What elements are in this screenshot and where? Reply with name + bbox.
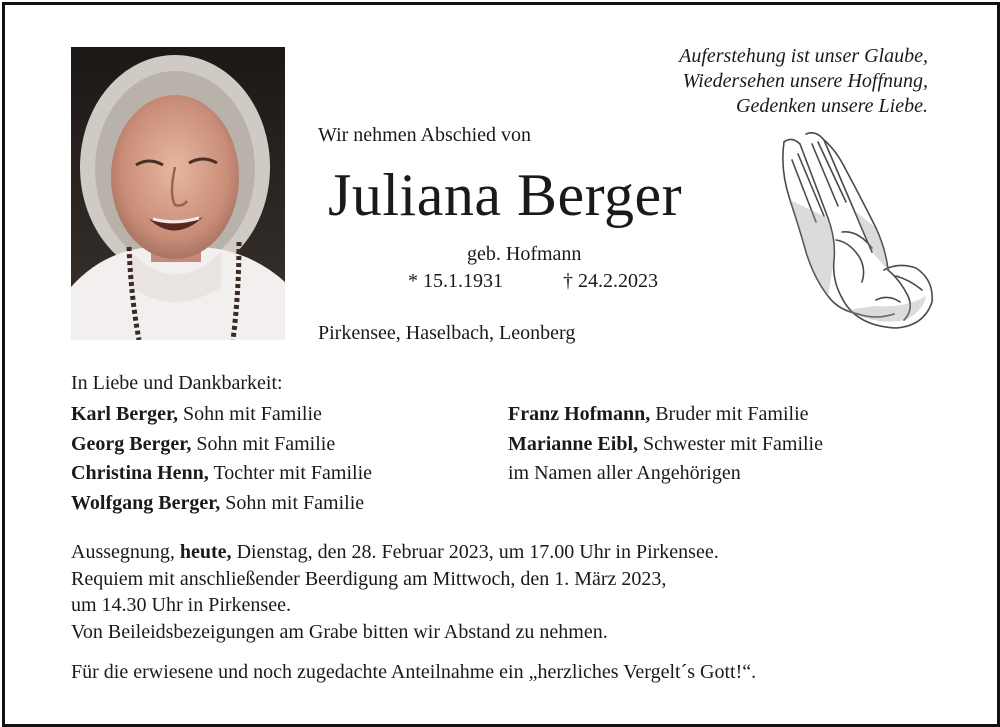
motto-line-1: Auferstehung ist unser Glaube, <box>679 45 928 67</box>
death-date: † 24.2.2023 <box>563 270 658 292</box>
thanks-heading: In Liebe und Dankbarkeit: <box>71 372 283 394</box>
family-entry <box>508 459 823 489</box>
family-member-name: Franz Hofmann, <box>508 403 651 425</box>
family-entry <box>71 430 372 460</box>
family-member-relation: Sohn mit Familie <box>220 491 365 514</box>
service-line-1 <box>71 539 719 566</box>
family-member-relation: Sohn mit Familie <box>191 432 336 455</box>
closing-text: Für die erwiesene und noch zugedachte Anteilnahme ein „herzliches Vergelt´s Gott!“. <box>71 661 757 683</box>
family-member-name: Karl Berger, <box>71 403 179 425</box>
family-member-name: Marianne Eibl, <box>508 432 639 455</box>
family-list-left <box>71 400 372 518</box>
family-member-relation: Tochter mit Familie <box>208 462 373 484</box>
family-member-relation: Bruder mit Familie <box>650 403 809 425</box>
family-entry <box>71 489 372 519</box>
family-entry <box>71 459 372 489</box>
intro-text: Wir nehmen Abschied von <box>318 124 532 146</box>
family-list-right <box>508 400 823 489</box>
portrait-photo <box>71 47 285 340</box>
service-line-1-post: Dienstag, den 28. Februar 2023, um 17.00 Uhr in Pirkensee. <box>231 541 719 563</box>
family-entry <box>508 430 823 460</box>
family-member-name: Wolfgang Berger, <box>71 491 221 514</box>
service-today: heute, <box>179 541 232 563</box>
family-entry <box>71 400 372 430</box>
deceased-name: Juliana Berger <box>328 162 683 228</box>
family-member-name: Georg Berger, <box>71 432 192 455</box>
birth-date: * 15.1.1931 <box>408 270 503 292</box>
family-member-relation: im Namen aller Angehörigen <box>508 462 741 484</box>
family-member-relation: Sohn mit Familie <box>178 403 322 425</box>
maiden-name: geb. Hofmann <box>467 243 582 265</box>
family-member-relation: Schwester mit Familie <box>638 432 823 455</box>
service-line-4: Von Beileidsbezeigungen am Grabe bitten wir Abstand zu nehmen. <box>71 620 608 643</box>
service-details <box>71 539 719 645</box>
places: Pirkensee, Haselbach, Leonberg <box>318 322 576 344</box>
motto-line-3: Gedenken unsere Liebe. <box>736 95 928 117</box>
praying-hands-icon <box>776 130 936 335</box>
service-line-1-pre: Aussegnung, <box>71 541 180 563</box>
family-entry <box>508 400 823 430</box>
service-line-2: Requiem mit anschließender Beerdigung am Mittwoch, den 1. März 2023, <box>71 567 667 590</box>
family-member-name: Christina Henn, <box>71 462 209 484</box>
service-line-3: um 14.30 Uhr in Pirkensee. <box>71 594 291 616</box>
motto <box>679 44 928 119</box>
motto-line-2: Wiedersehen unsere Hoffnung, <box>682 70 928 92</box>
